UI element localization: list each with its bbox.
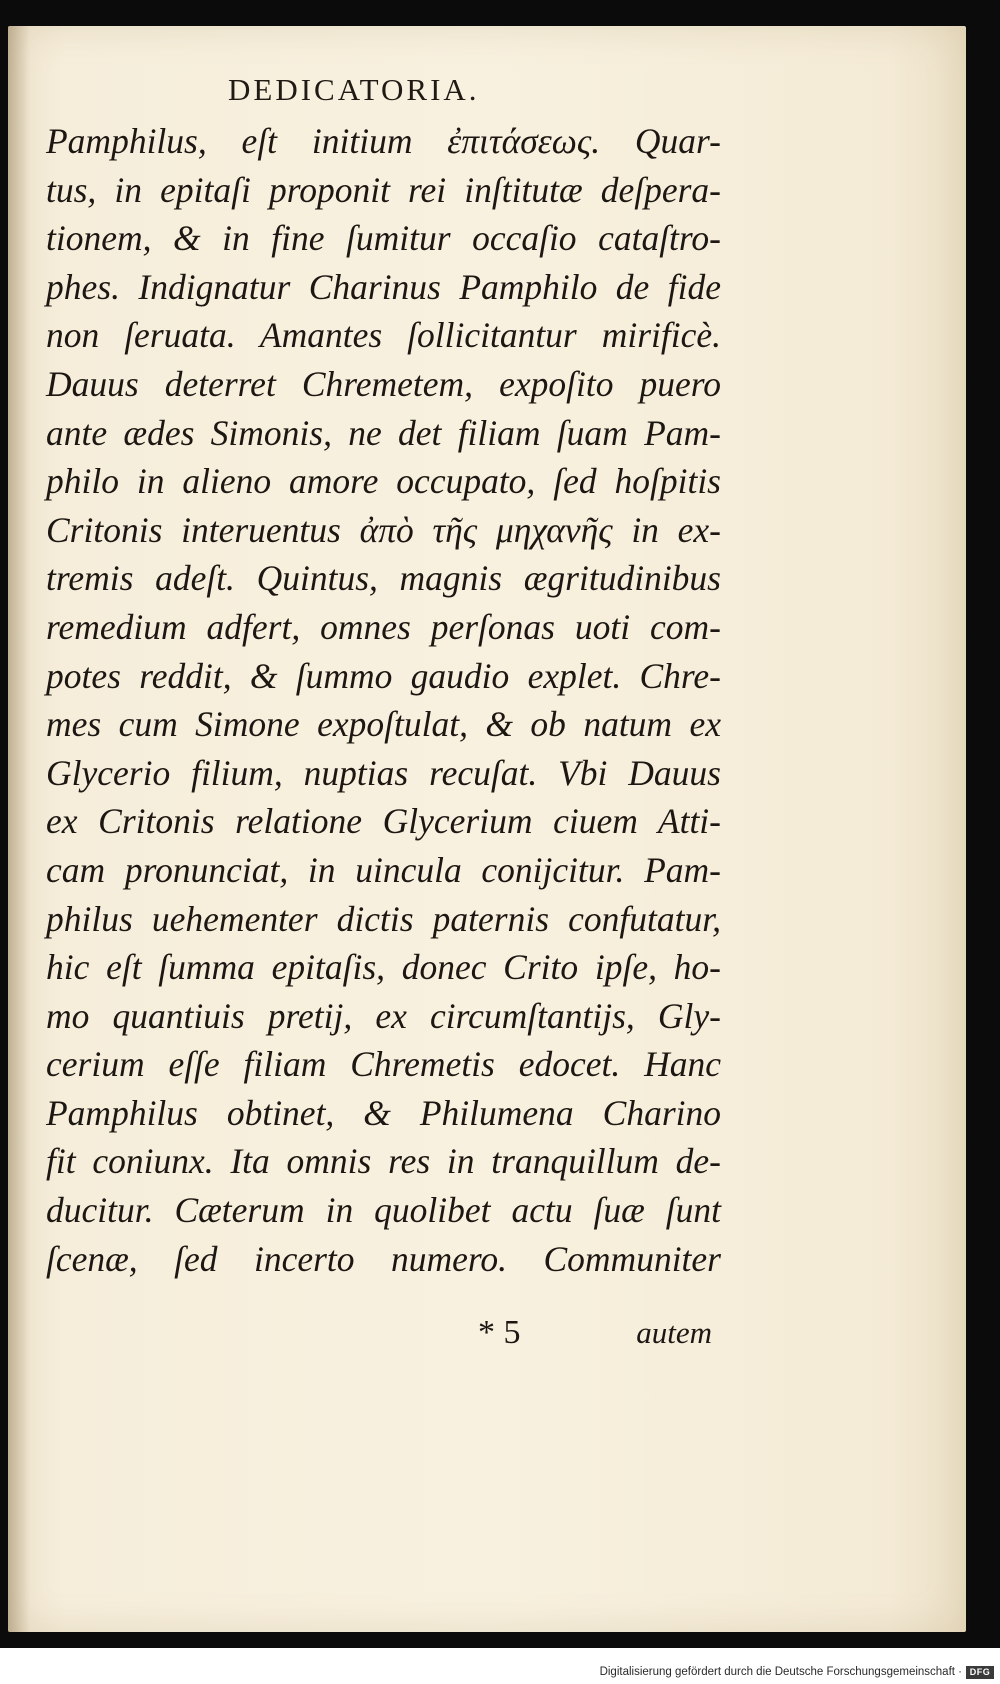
text-line: hic eſt ſumma epitaſis, donec Crito ipſe, ho- [46,947,721,988]
text-line: non ſeruata. Amantes ſollicitantur mirificè. [46,315,721,356]
text-line: tremis adeſt. Quintus, magnis ægritudinibus [46,558,721,599]
signature-mark: * 5 [478,1314,521,1351]
page-foot [478,1314,712,1352]
text-line: fit coniunx. Ita omnis res in tranquillum de- [46,1141,721,1182]
text-line: tionem, & in fine ſumitur occaſio cataſtro- [46,218,721,259]
text-line: ducitur. Cæterum in quolibet actu ſuæ ſunt [46,1190,721,1231]
spine-shadow [8,26,30,1632]
text-line: philo in alieno amore occupato, ſed hoſpitis [46,461,721,502]
footer-credit: Digitalisierung gefördert durch die Deutsche Forschungsgemeinschaft · [599,1666,962,1678]
body-text [46,117,721,1283]
running-head: DEDICATORIA. [228,72,480,107]
text-line: Pamphilus obtinet, & Philumena Charino [46,1092,721,1133]
text-line: phes. Indignatur Charinus Pamphilo de fide [46,266,721,307]
text-line: remedium adfert, omnes perſonas uoti com- [46,606,721,647]
text-line: mes cum Simone expoſtulat, & ob natum ex [46,704,721,745]
text-line: ſcenæ, ſed incerto numero. Communiter [46,1238,721,1279]
catchword: autem [636,1315,712,1350]
dfg-logo-icon: DFG [966,1666,994,1679]
text-line: potes reddit, & ſummo gaudio explet. Chre- [46,655,721,696]
text-line: Critonis interuentus ἀπὸ τῆς μηχανῆς in ex- [46,509,721,550]
text-line: Dauus deterret Chremetem, expoſito puero [46,363,721,404]
text-line: mo quantiuis pretij, ex circumſtantijs, Gly- [46,995,721,1036]
text-line: cam pronunciat, in uincula conijcitur. Pam- [46,849,721,890]
text-line: cerium eſſe filiam Chremetis edocet. Hanc [46,1044,721,1085]
text-line: Glycerio filium, nuptias recuſat. Vbi Dauus [46,752,721,793]
text-line: philus uehementer dictis paternis confutatur, [46,898,721,939]
text-line: tus, in epitaſi proponit rei inſtitutæ deſpera- [46,169,721,210]
text-line: ex Critonis relatione Glycerium ciuem Atti- [46,801,721,842]
text-line: Pamphilus, eſt initium ἐπιτάσεως. Quar- [46,121,721,161]
text-line: ante ædes Simonis, ne det filiam ſuam Pam- [46,412,721,453]
